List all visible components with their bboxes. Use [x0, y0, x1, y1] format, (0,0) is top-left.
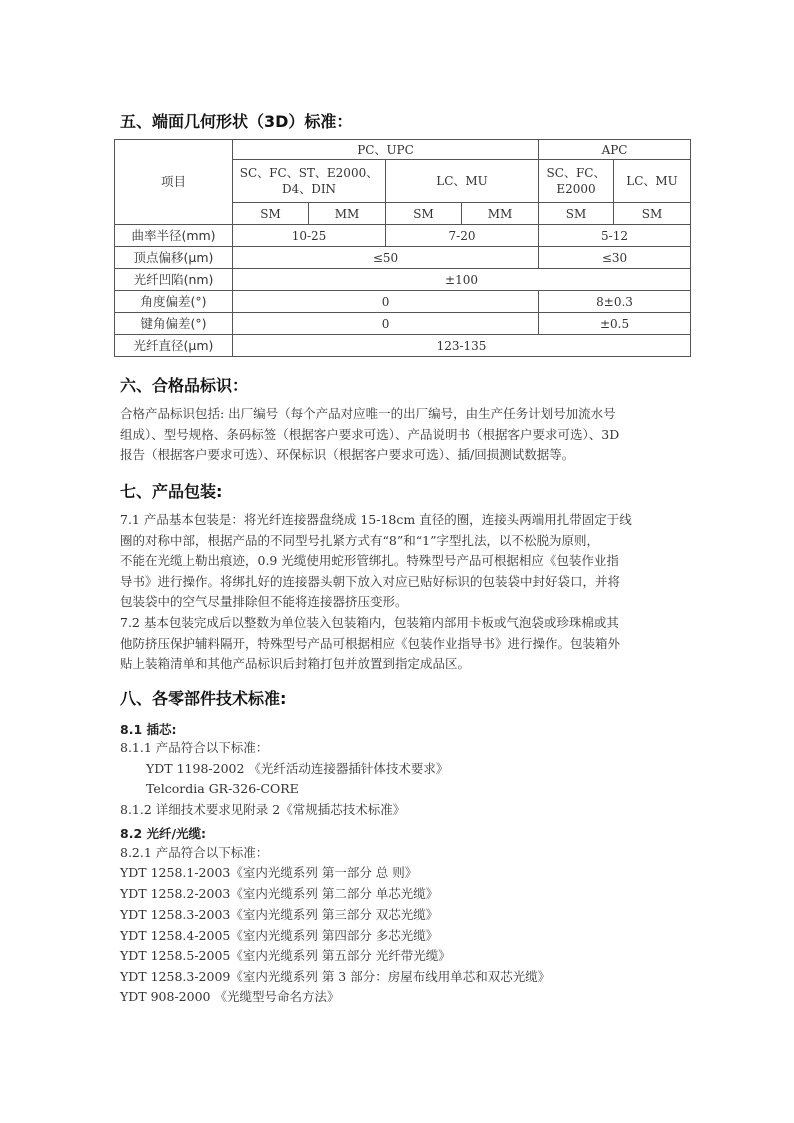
- value-cell: 10-25: [233, 225, 386, 247]
- text-line: 7.2 基本包装完成后以整数为单位装入包装箱内，包装箱内部用卡板或气泡袋或珍珠棉或其: [120, 614, 619, 630]
- row-label: 顶点偏移(μm): [115, 247, 233, 269]
- text-line: 组成）、型号规格、条码标签（根据客户要求可选）、产品说明书（根据客户要求可选）、3D: [120, 426, 620, 442]
- section6-paragraph: [120, 404, 680, 466]
- row-label: 光纤直径(μm): [115, 335, 233, 357]
- pc-upc-group-header: PC、UPC: [233, 140, 539, 160]
- value-cell: 0: [233, 313, 539, 335]
- clause-8-1-1: 8.1.1 产品符合以下标准：: [120, 740, 269, 755]
- value-cell: ≤50: [233, 247, 539, 269]
- apc-group-header: APC: [539, 140, 691, 160]
- standard-item: YDT 1258.3-2003《室内光缆系列 第三部分 双芯光缆》: [120, 907, 439, 922]
- apc-connector-types-1: SC、FC、E2000: [539, 160, 614, 203]
- row-label: 角度偏差(°): [115, 291, 233, 313]
- text-line: 圈的对称中部，根据产品的不同型号扎紧方式有“8”和“1”字型扎法，以不松脱为原则，: [120, 532, 599, 548]
- pc-connector-types-2: LC、MU: [386, 160, 539, 203]
- value-cell: ±0.5: [539, 313, 691, 335]
- subsection-8-2: 8.2 光纤/光缆:: [120, 826, 207, 841]
- standard-ydt1198: YDT 1198-2002 《光纤活动连接器插针体技术要求》: [146, 761, 449, 776]
- row-label: 曲率半径(mm): [115, 225, 233, 247]
- value-cell: 8±0.3: [539, 291, 691, 313]
- mode-cell: SM: [233, 203, 309, 225]
- section7-paragraph: [120, 510, 680, 675]
- value-cell: 5-12: [539, 225, 691, 247]
- standard-item: YDT 1258.2-2003《室内光缆系列 第二部分 单芯光缆》: [120, 886, 439, 901]
- text-line: 不能在光缆上勒出痕迹，0.9 光缆使用蛇形管绑扎。特殊型号产品可根据相应《包装作业指: [120, 553, 619, 569]
- value-cell: ±100: [233, 269, 691, 291]
- text-line: 合格产品标识包括: 出厂编号（每个产品对应唯一的出厂编号，由生产任务计划号加流水号: [120, 406, 616, 421]
- value-cell: 0: [233, 291, 539, 313]
- standard-telcordia: Telcordia GR-326-CORE: [146, 781, 299, 796]
- section7-heading: 七、产品包装:: [120, 482, 223, 501]
- section6-heading: 六、合格品标识：: [120, 376, 249, 395]
- text-line: 报告（根据客户要求可选）、环保标识（根据客户要求可选）、插/回损测试数据等。: [120, 447, 575, 463]
- value-cell: 123-135: [233, 335, 691, 357]
- mode-cell: SM: [386, 203, 462, 225]
- apc-connector-types-2: LC、MU: [614, 160, 691, 203]
- standard-item: YDT 1258.5-2005《室内光缆系列 第五部分 光纤带光缆》: [120, 948, 451, 963]
- section5-heading: 五、端面几何形状（3D）标准：: [120, 112, 353, 131]
- text-line: 7.1 产品基本包装是：将光纤连接器盘绕成 15-18cm 直径的圈，连接头两端用扎带固定于线: [120, 512, 632, 527]
- subsection-8-1: 8.1 插芯:: [120, 722, 177, 737]
- standard-item: YDT 1258.3-2009《室内光缆系列 第 3 部分：房屋布线用单芯和双芯光缆》: [120, 969, 551, 984]
- standard-item: YDT 908-2000 《光缆型号命名方法》: [120, 989, 340, 1004]
- text-line: 导书》进行操作。将绑扎好的连接器头朝下放入对应已贴好标识的包装袋中封好袋口，并将: [120, 573, 621, 589]
- mode-cell: SM: [614, 203, 691, 225]
- text-line: 包装袋中的空气尽量排除但不能将连接器挤压变形。: [120, 594, 408, 610]
- text-line: 他防挤压保护辅料隔开，特殊型号产品可根据相应《包装作业指导书》进行操作。包装箱外: [120, 635, 621, 651]
- pc-connector-types-1: SC、FC、ST、E2000、D4、DIN: [233, 160, 386, 203]
- row-label: 光纤凹陷(nm): [115, 269, 233, 291]
- mode-cell: MM: [462, 203, 539, 225]
- mode-cell: MM: [309, 203, 386, 225]
- standard-item: YDT 1258.4-2005《室内光缆系列 第四部分 多芯光缆》: [120, 928, 439, 943]
- clause-8-1-2: 8.1.2 详细技术要求见附录 2《常规插芯技术标准》: [120, 802, 406, 817]
- mode-cell: SM: [539, 203, 614, 225]
- clause-8-2-1: 8.2.1 产品符合以下标准：: [120, 845, 269, 860]
- section8-heading: 八、各零部件技术标准:: [120, 689, 287, 708]
- endface-geometry-table: [114, 139, 691, 357]
- text-line: 贴上装箱清单和其他产品标识后封箱打包并放置到指定成品区。: [120, 656, 471, 672]
- value-cell: 7-20: [386, 225, 539, 247]
- value-cell: ≤30: [539, 247, 691, 269]
- row-label: 键角偏差(°): [115, 313, 233, 335]
- item-header-cell: 项目: [115, 140, 233, 225]
- standard-item: YDT 1258.1-2003《室内光缆系列 第一部分 总 则》: [120, 865, 418, 880]
